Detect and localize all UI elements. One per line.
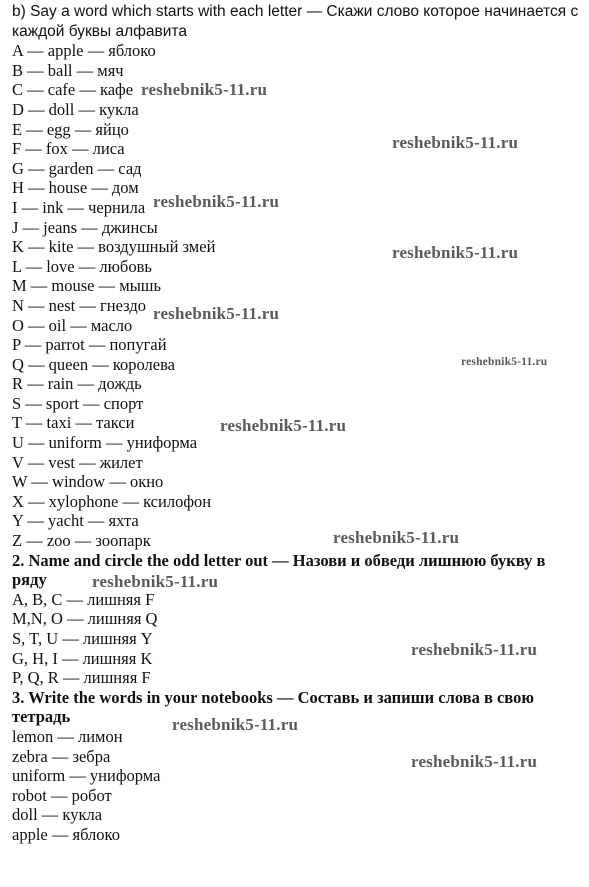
list-item: U — uniform — униформа [12, 433, 198, 453]
list-item: apple — яблоко [12, 824, 120, 844]
watermark: reshebnik5-11.ru [411, 752, 538, 771]
list-item: P — parrot — попугай [12, 335, 167, 355]
list-item: lemon — лимон [12, 726, 123, 746]
list-item: Y — yacht — яхта [12, 511, 139, 531]
list-item: B — ball — мяч [12, 60, 124, 80]
list-item: N — nest — гнездо [12, 295, 146, 315]
watermark: reshebnik5-11.ru [220, 416, 347, 435]
list-item: zebra — зебра [12, 746, 111, 766]
list-item: S, T, U — лишняя Y [12, 629, 153, 648]
list-item: S — sport — спорт [12, 393, 144, 413]
list-item: T — taxi — такси [12, 413, 135, 433]
list-item: P, Q, R — лишняя F [12, 668, 151, 688]
watermark: reshebnik5-11.ru [153, 192, 280, 211]
watermark: reshebnik5-11.ru [411, 640, 538, 659]
list-item: X — xylophone — ксилофон [12, 491, 212, 511]
list-item: M,N, O — лишняя Q [12, 609, 158, 629]
section-b-heading: b) Say a word which starts with each letter — Скажи слово которое начинается с каждой буквы алфавита [12, 3, 579, 40]
list-item: Q — queen — королева [12, 354, 175, 374]
section-3-list [12, 727, 582, 845]
list-item: O — oil — масло [12, 315, 133, 335]
watermark: reshebnik5-11.ru [392, 133, 519, 152]
list-item: K — kite — воздушный змей [12, 237, 216, 257]
watermark: reshebnik5-11.ru [461, 356, 548, 368]
list-item: V — vest — жилет [12, 452, 143, 472]
list-item: L — love — любовь [12, 256, 152, 276]
watermark: reshebnik5-11.ru [153, 304, 280, 323]
list-item: A — apple — яблоко [12, 41, 156, 61]
list-item: A, B, C — лишняя F [12, 589, 155, 609]
watermark: reshebnik5-11.ru [172, 715, 299, 734]
watermark: reshebnik5-11.ru [92, 572, 219, 591]
list-item: Z — zoo — зоопарк [12, 531, 151, 551]
list-item: M — mouse — мышь [12, 276, 162, 296]
watermark: reshebnik5-11.ru [392, 243, 519, 262]
watermark: reshebnik5-11.ru [141, 80, 268, 99]
list-item: G, H, I — лишняя K [12, 648, 153, 668]
list-item: D — doll — кукла [12, 99, 139, 119]
list-item: doll — кукла [12, 805, 103, 825]
list-item: J — jeans — джинсы [12, 217, 158, 237]
list-item: F — fox — лиса [12, 139, 125, 159]
list-item: G — garden — сад [12, 158, 142, 178]
section-2-heading: 2. Name and circle the odd letter out — Назови и обведи лишнюю букву в ряду [12, 550, 546, 590]
section-3-heading: 3. Write the words in your notebooks — Составь и запиши слова в свою тетрадь [12, 687, 534, 727]
list-item: R — rain — дождь [12, 374, 142, 394]
watermark: reshebnik5-11.ru [333, 528, 460, 547]
list-item: C — cafe — кафе [12, 80, 134, 100]
list-item: robot — робот [12, 785, 112, 805]
list-item: uniform — униформа [12, 766, 161, 786]
section-b-list [12, 41, 582, 550]
section-2-list [12, 590, 582, 688]
list-item: H — house — дом [12, 178, 139, 198]
list-item: W — window — окно [12, 472, 164, 492]
list-item: I — ink — чернила [12, 197, 146, 217]
list-item: E — egg — яйцо [12, 119, 129, 139]
